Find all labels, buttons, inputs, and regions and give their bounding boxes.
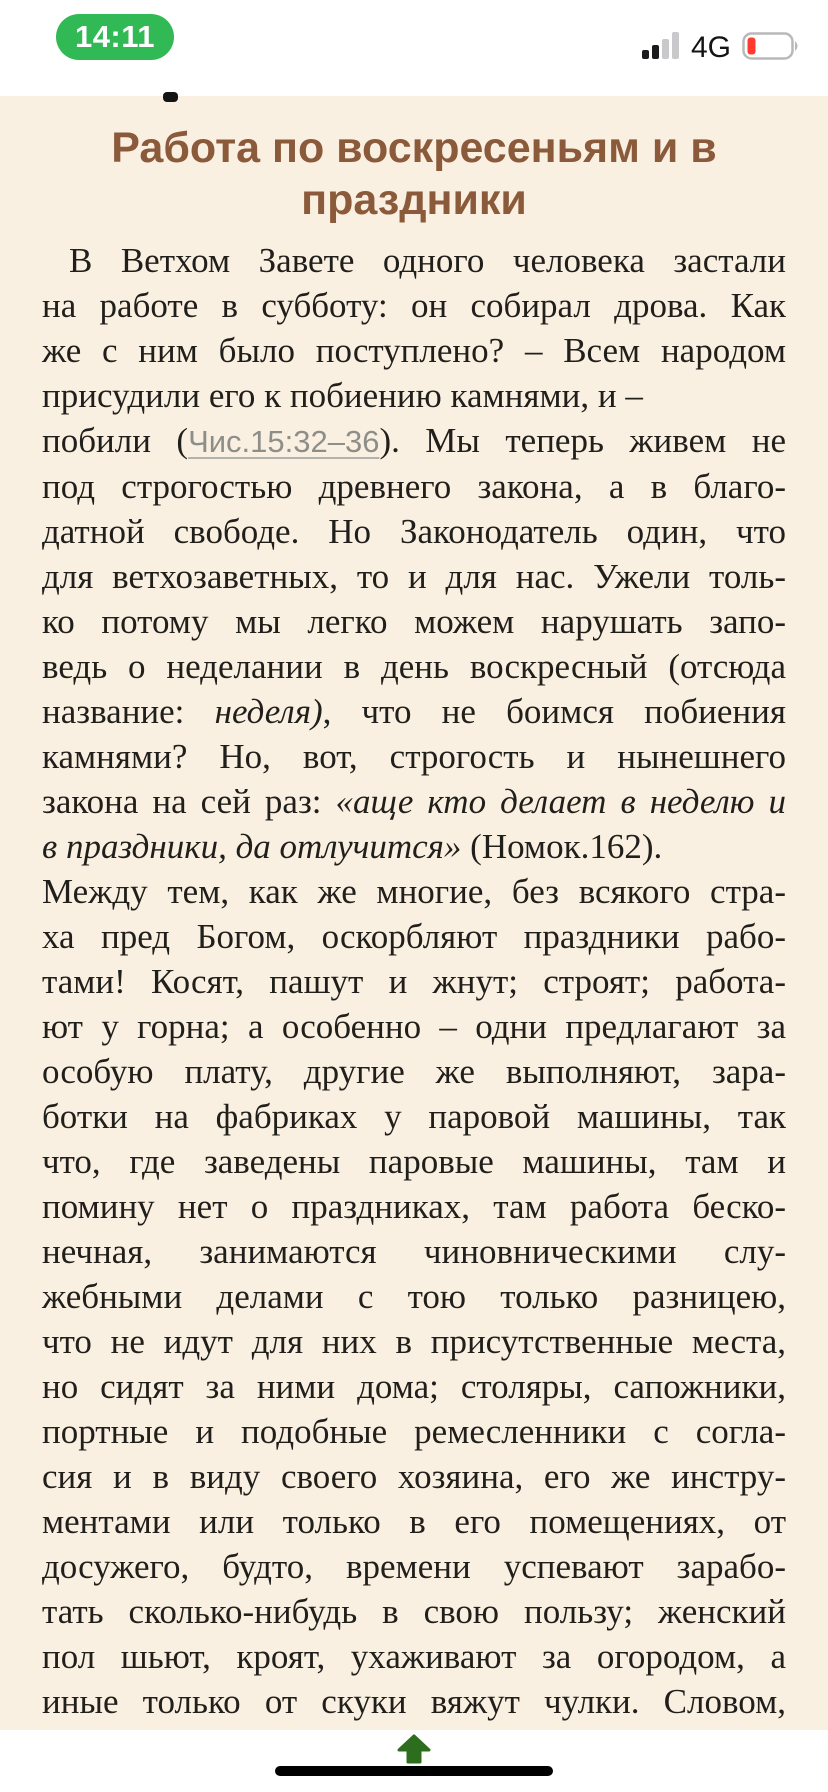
text-line xyxy=(42,1544,786,1589)
text-run: что, где заведены паровые машины, там и xyxy=(42,1142,786,1181)
text-run: ментами или только в его помещениях, от xyxy=(42,1502,786,1541)
text-run: тать сколько-нибудь в свою пользу; женский xyxy=(42,1592,786,1631)
text-run: присудили его к побиению камнями, и – xyxy=(42,376,643,415)
text-run: жебными делами с тою только разницею, xyxy=(42,1277,786,1316)
home-indicator[interactable] xyxy=(275,1766,553,1776)
text-run: же с ним было поступлено? – Всем народом xyxy=(42,331,786,370)
text-run: камнями? Но, вот, строгость и нынешнего xyxy=(42,737,786,776)
italic-quote: неделя) xyxy=(214,692,323,731)
text-run: , что не боимся побиения xyxy=(322,692,786,731)
status-right-cluster xyxy=(642,26,800,70)
text-line xyxy=(42,554,786,599)
battery-icon xyxy=(742,32,800,65)
text-line xyxy=(42,1184,786,1229)
text-line xyxy=(42,1274,786,1319)
text-line xyxy=(42,373,786,418)
text-line xyxy=(42,1634,786,1679)
text-run: ха пред Богом, оскорбляют праздники рабо- xyxy=(42,917,786,956)
text-run: тами! Косят, пашут и жнут; строят; работа- xyxy=(42,962,786,1001)
text-line xyxy=(42,1139,786,1184)
text-line xyxy=(42,283,786,328)
text-line xyxy=(42,779,786,824)
text-line xyxy=(42,418,786,464)
text-line xyxy=(42,824,786,869)
scripture-reference-link[interactable]: Чис.15:32–36 xyxy=(188,424,380,459)
text-line xyxy=(42,1589,786,1634)
text-line xyxy=(42,1229,786,1274)
text-line xyxy=(42,1049,786,1094)
text-line xyxy=(42,1499,786,1544)
text-run: сия и в виду своего хозяина, его же инстру- xyxy=(42,1457,786,1496)
text-run: ). Мы теперь живем не xyxy=(379,421,786,460)
text-run: нечная, занимаются чиновническими слу- xyxy=(42,1232,786,1271)
text-run: побили ( xyxy=(42,421,189,460)
italic-quote: «аще кто делает в неделю и xyxy=(335,782,786,821)
text-run: на работе в субботу: он собирал дрова. Как xyxy=(42,286,786,325)
text-run: Между тем, как же многие, без всякого стра- xyxy=(42,872,786,911)
text-run: закона на сей раз: xyxy=(42,782,336,821)
text-line xyxy=(42,644,786,689)
text-run: но сидят за ними дома; столяры, сапожники, xyxy=(42,1367,786,1406)
status-time-pill[interactable] xyxy=(56,14,174,60)
text-line xyxy=(42,328,786,373)
text-line xyxy=(42,1454,786,1499)
text-run: под строгостью древнего закона, а в благо- xyxy=(42,467,786,506)
text-run: ведь о неделании в день воскресный (отсюда xyxy=(42,647,786,686)
text-line xyxy=(42,689,786,734)
text-run: иные только от скуки вяжут чулки. Словом, xyxy=(42,1682,786,1721)
text-line xyxy=(42,1319,786,1364)
text-run: пол шьют, кроят, ухаживают за огородом, а xyxy=(42,1637,786,1676)
clipped-text-fragment xyxy=(163,92,178,102)
text-run: портные и подобные ремесленники с согла- xyxy=(42,1412,786,1451)
text-run: досужего, будто, времени успевают зарабо- xyxy=(42,1547,786,1586)
text-run: ют у горна; а особенно – одни предлагают за xyxy=(42,1007,786,1046)
text-line xyxy=(42,1409,786,1454)
text-line xyxy=(42,509,786,554)
text-run: название: xyxy=(42,692,215,731)
text-run: датной свободе. Но Законодатель один, что xyxy=(42,512,786,551)
text-run: ботки на фабриках у паровой машины, так xyxy=(42,1097,786,1136)
status-bar xyxy=(0,0,828,96)
network-type-label: 4G xyxy=(690,31,731,64)
article-title: Работа по воскресеньям и в праздники xyxy=(111,124,717,224)
text-line xyxy=(42,1004,786,1049)
text-line xyxy=(42,1679,786,1724)
bottom-bar xyxy=(0,1730,828,1792)
text-line xyxy=(42,734,786,779)
text-run: особую плату, другие же выполняют, зара- xyxy=(42,1052,786,1091)
text-line xyxy=(42,1094,786,1139)
reader-page[interactable] xyxy=(0,96,828,1730)
text-run: ко потому мы легко можем нарушать запо- xyxy=(42,602,786,641)
status-time: 14:11 xyxy=(74,19,156,54)
text-run: помину нет о праздниках, там работа беско- xyxy=(42,1187,786,1226)
text-run: что не идут для них в присутственные места, xyxy=(42,1322,786,1361)
article-text xyxy=(42,238,786,1769)
text-line xyxy=(42,959,786,1004)
text-line xyxy=(42,914,786,959)
text-run: (Номок.162). xyxy=(461,827,663,866)
text-line xyxy=(42,1364,786,1409)
cellular-signal-icon xyxy=(642,32,680,64)
text-line xyxy=(42,238,786,283)
text-run: для ветхозаветных, то и для нас. Ужели толь- xyxy=(42,557,786,596)
text-run: В Ветхом Завете одного человека застали xyxy=(69,241,786,280)
text-line xyxy=(42,464,786,509)
italic-quote: в праздники, да отлучится» xyxy=(42,827,462,866)
text-line xyxy=(42,869,786,914)
text-line xyxy=(42,599,786,644)
scroll-to-top-arrow-icon[interactable] xyxy=(395,1734,433,1764)
